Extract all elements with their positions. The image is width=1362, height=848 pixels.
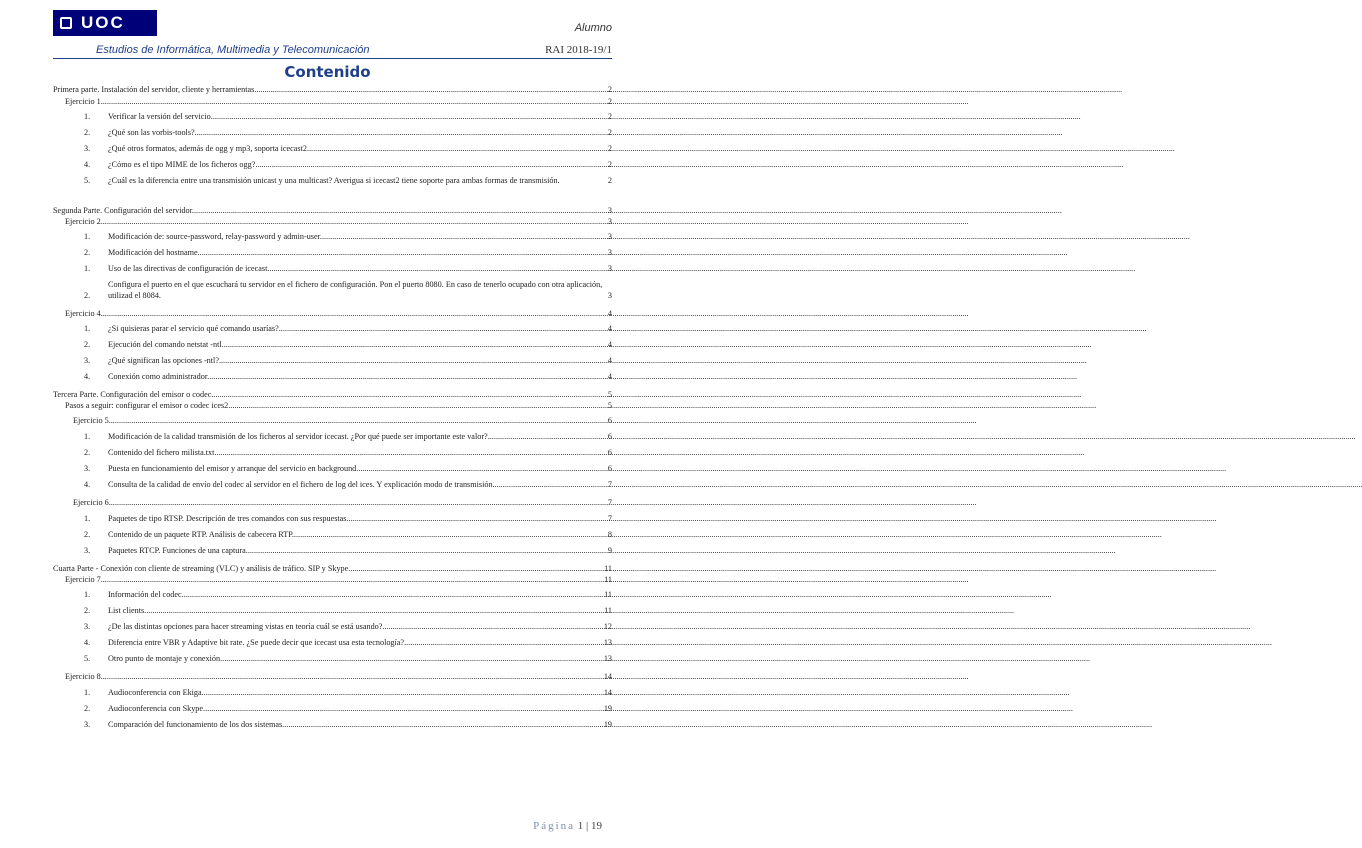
toc-entry-title: Contenido del fichero milista.txt. (108, 448, 217, 457)
toc-page-number: 7 (607, 514, 612, 523)
logo-text: UOC (81, 13, 125, 32)
toc-entry[interactable] (53, 463, 612, 474)
toc-entry-title: Otro punto de montaje y conexión. (108, 654, 223, 663)
toc-page-number: 2 (607, 128, 612, 137)
student-label: Alumno (574, 22, 612, 34)
toc-entry-title: List clients. (108, 606, 147, 615)
toc-leader (194, 205, 607, 216)
toc-entry[interactable] (53, 563, 612, 574)
toc-page-number: 2 (607, 144, 612, 153)
toc-leader (101, 216, 607, 227)
toc-entry-number: 4. (84, 638, 91, 647)
toc-leader (254, 84, 607, 95)
toc-leader (294, 529, 607, 540)
toc-leader (213, 389, 607, 400)
toc-entry-title: ¿Si quisieras parar el servicio qué comando usarías? (108, 324, 279, 333)
toc-entry[interactable] (53, 175, 612, 186)
toc-entry[interactable] (53, 415, 612, 426)
header-subtitle: Estudios de Informática, Multimedia y Telecomunicación (96, 44, 370, 56)
toc-page-number: 8 (607, 530, 612, 539)
toc-entry[interactable] (53, 687, 612, 698)
toc-entry-number: 3. (84, 144, 91, 153)
toc-entry[interactable] (53, 205, 612, 216)
toc-page-number: 14 (603, 672, 612, 681)
toc-page-number: 6 (607, 416, 612, 425)
toc-entry[interactable] (53, 231, 612, 242)
toc-leader (495, 479, 607, 490)
toc-page-number: 4 (607, 356, 612, 365)
toc-leader (222, 653, 603, 664)
toc-leader (101, 671, 603, 682)
toc-entry-title: Configura el puerto en el que escuchará tu servidor en el fichero de configuración. Pon el puerto 8080. En caso de tenerlo ocupado con otra aplicación, utilizad el 8084. (108, 280, 603, 300)
toc-leader (101, 574, 603, 585)
toc-entry[interactable] (53, 389, 612, 400)
toc-entry-number: 1. (84, 590, 91, 599)
toc-entry[interactable] (53, 323, 612, 334)
toc-entry-number: 2. (84, 128, 91, 137)
toc-entry-title: Contenido de un paquete RTP. Análisis de cabecera RTP. (108, 530, 294, 539)
toc-entry[interactable] (53, 216, 612, 227)
toc-leader (348, 563, 603, 574)
toc-leader (101, 96, 607, 107)
toc-page-number: 3 (607, 264, 612, 273)
toc-entry-title: Paquetes de tipo RTSP. Descripción de tres comandos con sus respuestas. (108, 514, 349, 523)
toc-page-number: 6 (607, 432, 612, 441)
toc-entry-title: ¿Cómo es el tipo MIME de los ficheros ogg? (108, 160, 256, 169)
toc-page-number: 2 (607, 85, 612, 94)
toc-leader (205, 703, 603, 714)
toc-entry[interactable] (53, 339, 612, 350)
toc-page-number: 3 (607, 291, 612, 300)
toc-entry-title: Audioconferencia con Skype. (108, 704, 206, 713)
toc-leader (382, 621, 602, 632)
toc-entry[interactable] (53, 605, 612, 616)
toc-entry-title: Verificar la versión del servicio. (108, 112, 213, 121)
toc-entry[interactable] (53, 447, 612, 458)
toc-leader (101, 308, 607, 319)
toc-entry-number: 2. (84, 704, 91, 713)
toc-leader (184, 589, 603, 600)
toc-page-number: 19 (603, 720, 612, 729)
toc-page-number: 2 (607, 97, 612, 106)
toc-entry-number: 3. (84, 546, 91, 555)
toc-entry-number: 2. (84, 448, 91, 457)
toc-entry[interactable] (53, 637, 612, 648)
toc-page-number: 13 (603, 638, 612, 647)
toc-entry-title: Tercera Parte. Configuración del emisor o codec. (53, 390, 214, 399)
toc-page-number: 5 (607, 390, 612, 399)
toc-entry[interactable] (53, 371, 612, 382)
toc-entry[interactable] (53, 703, 612, 714)
toc-page-number: 7 (607, 480, 612, 489)
page-current: 1 (577, 820, 584, 832)
toc-leader (109, 497, 607, 508)
toc-page-number: 11 (604, 606, 612, 615)
toc-entry[interactable] (53, 545, 612, 556)
toc-entry[interactable] (53, 96, 612, 107)
toc-entry-title: Primera parte. Instalación del servidor, cliente y herramientas (53, 85, 255, 94)
toc-leader (209, 371, 607, 382)
toc-leader (195, 127, 607, 138)
toc-page-number: 2 (607, 176, 612, 185)
toc-leader (219, 355, 607, 366)
toc-leader (284, 719, 603, 730)
toc-entry-title: Ejercicio 5 (73, 416, 109, 425)
toc-entry-title: Ejecución del comando netstat -ntl. (108, 340, 224, 349)
toc-entry[interactable] (53, 400, 612, 411)
toc-entry[interactable] (53, 431, 612, 442)
toc-entry[interactable] (53, 111, 612, 122)
toc-page-number: 14 (603, 688, 612, 697)
toc-entry[interactable] (53, 574, 612, 585)
toc-entry-title: Modificación del hostname. (108, 248, 200, 257)
toc-leader (224, 339, 607, 350)
toc-entry[interactable] (53, 513, 612, 524)
toc-entry-number: 1. (84, 688, 91, 697)
toc-entry-title: Cuarta Parte - Conexión con cliente de streaming (VLC) y análisis de tráfico. SIP y Skype (53, 564, 349, 573)
toc-leader (202, 687, 603, 698)
toc-leader (349, 513, 607, 524)
toc-entry-title: Ejercicio 1 (65, 97, 101, 106)
toc-title: Contenido (284, 63, 371, 81)
toc-entry-title: Audioconferencia con Ekiga (108, 688, 202, 697)
toc-leader (109, 415, 607, 426)
toc-entry[interactable] (53, 671, 612, 682)
toc-entry-number: 1. (84, 324, 91, 333)
toc-page-number: 19 (603, 704, 612, 713)
toc-entry-title: Conexión como administrador. (108, 372, 210, 381)
toc-page-number: 12 (603, 622, 612, 631)
toc-entry-number: 1. (84, 514, 91, 523)
toc-leader (200, 247, 607, 258)
toc-entry-number: 1. (84, 264, 91, 273)
toc-page-number: 2 (607, 160, 612, 169)
toc-entry[interactable] (53, 279, 612, 301)
toc-entry[interactable] (53, 621, 612, 632)
toc-page-number: 4 (607, 324, 612, 333)
toc-entry-title: Información del codec. (108, 590, 184, 599)
toc-page-number: 11 (604, 590, 612, 599)
toc-entry[interactable] (53, 719, 612, 730)
toc-entry-number: 4. (84, 372, 91, 381)
toc-leader (488, 431, 607, 442)
toc-page-number: 3 (607, 206, 612, 215)
toc-entry-number: 1. (84, 432, 91, 441)
toc-leader (228, 400, 607, 411)
toc-leader (322, 231, 607, 242)
toc-entry[interactable] (53, 84, 612, 95)
uoc-logo-icon (53, 10, 79, 36)
page-footer (533, 820, 602, 832)
toc-entry-title: Pasos a seguir: configurar el emisor o codec ices2 (65, 401, 229, 410)
toc-entry-title: Modificación de: source-password, relay-password y admin-user. (108, 232, 322, 241)
toc-entry[interactable] (53, 497, 612, 508)
toc-leader (307, 143, 607, 154)
toc-page-number: 13 (603, 654, 612, 663)
page-separator: | (586, 820, 589, 832)
toc-entry-number: 4. (84, 160, 91, 169)
toc-entry[interactable] (53, 355, 612, 366)
toc-leader (267, 263, 607, 274)
toc-leader (358, 463, 607, 474)
toc-entry-title: Diferencia entre VBR y Adaptive bit rate. ¿Se puede decir que icecast usa esta tecnología? (108, 638, 405, 647)
toc-page-number: 11 (604, 575, 612, 584)
toc-entry-title: ¿Cuál es la diferencia entre una transmisión unicast y una multicast? Averigua si icecast2 tiene soporte para ambas formas de transmisión. (108, 176, 560, 185)
toc-entry-number: 5. (84, 176, 91, 185)
toc-entry-number: 1. (84, 112, 91, 121)
toc-page-number: 2 (607, 112, 612, 121)
toc-entry-number: 2. (84, 606, 91, 615)
toc-entry-number: 2. (84, 340, 91, 349)
toc-entry-number: 3. (84, 720, 91, 729)
toc-entry[interactable] (53, 247, 612, 258)
toc-page-number: 11 (604, 564, 612, 573)
toc-entry-title: Ejercicio 2 (65, 217, 101, 226)
toc-entry-number: 2. (84, 530, 91, 539)
toc-entry-title: Uso de las directivas de configuración de icecast (108, 264, 268, 273)
toc-entry-number: 2. (84, 291, 91, 300)
toc-entry[interactable] (53, 653, 612, 664)
toc-entry-title: Paquetes RTCP. Funciones de una captura. (108, 546, 248, 555)
toc-entry[interactable] (53, 159, 612, 170)
toc-entry-number: 1. (84, 232, 91, 241)
toc-entry-number: 3. (84, 622, 91, 631)
toc-page-number: 4 (607, 309, 612, 318)
toc-page-number: 5 (607, 401, 612, 410)
toc-entry-number: 4. (84, 480, 91, 489)
toc-leader (279, 323, 607, 334)
toc-leader (146, 605, 603, 616)
toc-page-number: 3 (607, 232, 612, 241)
toc-entry[interactable] (53, 308, 612, 319)
toc-page-number: 6 (607, 464, 612, 473)
toc-entry-number: 5. (84, 654, 91, 663)
page-label: Página (533, 820, 576, 832)
toc-entry[interactable] (53, 143, 612, 154)
toc-entry-title: Comparación del funcionamiento de los dos sistemas. (108, 720, 285, 729)
toc-page-number: 6 (607, 448, 612, 457)
toc-entry-title: Consulta de la calidad de envío del codec al servidor en el fichero de log del ices. Y explicación modo de transmisión. (108, 480, 495, 489)
toc-entry-title: ¿De las distintas opciones para hacer streaming vistas en teoría cuál se está usando? (108, 622, 383, 631)
toc-entry[interactable] (53, 529, 612, 540)
toc-entry-title: Segunda Parte. Configuración del servidor. (53, 206, 194, 215)
toc-entry[interactable] (53, 589, 612, 600)
toc-page-number: 7 (607, 498, 612, 507)
toc-entry-title: Ejercicio 8 (65, 672, 101, 681)
toc-entry-number: 3. (84, 464, 91, 473)
toc-page-number: 4 (607, 372, 612, 381)
toc-entry-title: Ejercicio 6 (73, 498, 109, 507)
toc-entry-number: 2. (84, 248, 91, 257)
toc-leader (404, 637, 603, 648)
toc-page-number: 4 (607, 340, 612, 349)
toc-entry-title: Puesta en funcionamiento del emisor y arranque del servicio en background. (108, 464, 359, 473)
toc-page-number: 9 (607, 546, 612, 555)
toc-entry[interactable] (53, 479, 612, 490)
toc-leader (255, 159, 607, 170)
uoc-logo (53, 10, 157, 36)
toc-leader (248, 545, 607, 556)
toc-leader (216, 447, 606, 458)
toc-entry[interactable] (53, 127, 612, 138)
toc-entry-title: ¿Qué significan las opciones -ntl? (108, 356, 219, 365)
toc-page-number: 3 (607, 217, 612, 226)
header-divider (53, 58, 612, 59)
toc-entry-number: 3. (84, 356, 91, 365)
toc-entry-title: Modificación de la calidad transmisión de los ficheros al servidor icecast. ¿Por qué puede ser importante este valor? (108, 432, 488, 441)
toc-leader (213, 111, 607, 122)
toc-entry-title: Ejercicio 7 (65, 575, 101, 584)
toc-entry-title: Ejercicio 4 (65, 309, 101, 318)
page-total: 19 (591, 820, 602, 832)
course-label: RAI 2018-19/1 (545, 44, 612, 56)
toc-entry-title: ¿Qué otros formatos, además de ogg y mp3, soporta icecast2 (108, 144, 307, 153)
toc-entry[interactable] (53, 263, 612, 274)
toc-entry-title: ¿Qué son las vorbis-tools? (108, 128, 195, 137)
toc-page-number: 3 (607, 248, 612, 257)
